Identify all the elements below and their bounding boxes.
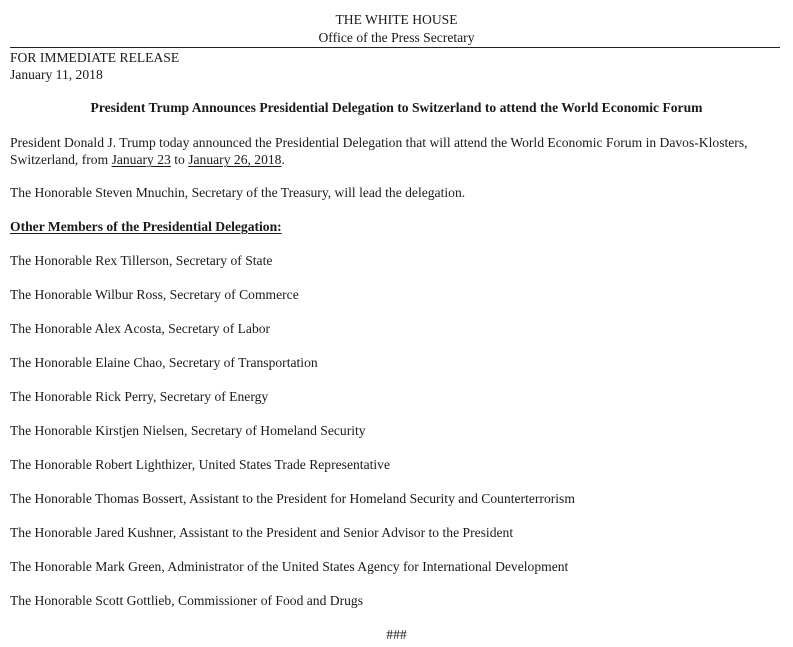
org-name: THE WHITE HOUSE <box>335 12 458 27</box>
start-date: January 23 <box>111 152 171 167</box>
member-item: The Honorable Mark Green, Administrator of the United States Agency for International Development <box>10 559 569 574</box>
member-item: The Honorable Rick Perry, Secretary of Energy <box>10 389 269 404</box>
intro-line-1: President Donald J. Trump today announced the Presidential Delegation that will attend the World Economic Forum in Davos-Klosters, <box>10 135 748 150</box>
member-item: The Honorable Rex Tillerson, Secretary of State <box>10 253 273 268</box>
office-name: Office of the Press Secretary <box>318 30 475 45</box>
header-divider <box>10 47 780 48</box>
end-mark: ### <box>386 627 407 642</box>
members-heading: Other Members of the Presidential Delegation: <box>10 219 282 234</box>
member-item: The Honorable Elaine Chao, Secretary of Transportation <box>10 355 318 370</box>
member-item: The Honorable Wilbur Ross, Secretary of Commerce <box>10 287 299 302</box>
end-date: January 26, 2018 <box>188 152 282 167</box>
member-item: The Honorable Robert Lighthizer, United States Trade Representative <box>10 457 390 472</box>
intro-text: Switzerland, from <box>10 152 112 167</box>
intro-period: . <box>281 152 285 167</box>
release-date: January 11, 2018 <box>10 67 103 82</box>
intro-line-2 <box>10 151 285 168</box>
member-item: The Honorable Kirstjen Nielsen, Secretary of Homeland Security <box>10 423 366 438</box>
intro-to: to <box>170 152 189 167</box>
release-label: FOR IMMEDIATE RELEASE <box>10 50 180 65</box>
member-item: The Honorable Thomas Bossert, Assistant to the President for Homeland Security and Counterterrorism <box>10 491 575 506</box>
member-item: The Honorable Scott Gottlieb, Commissioner of Food and Drugs <box>10 593 364 608</box>
lead-delegate: The Honorable Steven Mnuchin, Secretary of the Treasury, will lead the delegation. <box>10 185 466 200</box>
member-item: The Honorable Alex Acosta, Secretary of Labor <box>10 321 271 336</box>
member-item: The Honorable Jared Kushner, Assistant to the President and Senior Advisor to the President <box>10 525 514 540</box>
headline: President Trump Announces Presidential Delegation to Switzerland to attend the World Economic Forum <box>90 100 703 115</box>
